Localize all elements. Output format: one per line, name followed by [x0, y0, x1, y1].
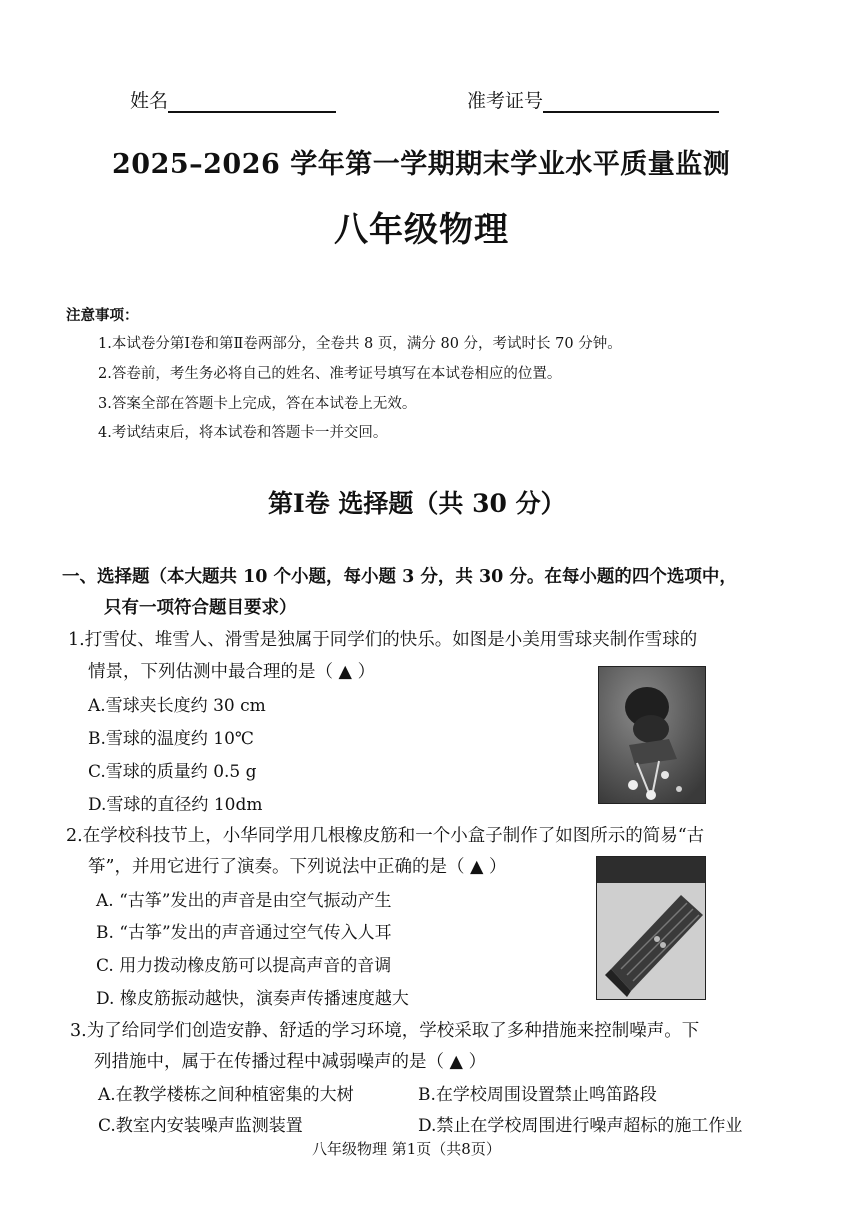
section-title: 第Ⅰ卷 选择题（共 30 分） [268, 489, 566, 518]
question-1-option-b: B.雪球的温度约 10℃ [88, 729, 254, 749]
question-2-option-c: C. 用力拨动橡皮筋可以提高声音的音调 [96, 956, 392, 976]
question-3-option-a: A.在教学楼栋之间种植密集的大树 [98, 1085, 354, 1105]
question-3-stem-cont: 列措施中，属于在传播过程中减弱噪声的是（ ▲ ） [94, 1052, 487, 1072]
subject-title: 八年级物理 [334, 210, 509, 250]
part-heading-cont: 只有一项符合题目要求） [104, 598, 297, 618]
question-3-option-b: B.在学校周围设置禁止鸣笛路段 [418, 1085, 657, 1105]
notice-item: 2.答卷前，考生务必将自己的姓名、准考证号填写在本试卷相应的位置。 [98, 366, 562, 382]
name-blank-line [168, 93, 336, 113]
question-2-stem: 2.在学校科技节上，小华同学用几根橡皮筋和一个小盒子制作了如图所示的简易“古 [66, 826, 705, 846]
question-2-option-a: A. “古筝”发出的声音是由空气振动产生 [96, 891, 392, 911]
exam-id-label: 准考证号 [467, 90, 544, 112]
question-1-option-a: A.雪球夹长度约 30 cm [88, 696, 266, 716]
question-3-option-c: C.教室内安装噪声监测装置 [98, 1116, 303, 1136]
name-label: 姓名 [130, 90, 169, 112]
question-2-option-b: B. “古筝”发出的声音通过空气传入人耳 [96, 923, 392, 943]
notice-item: 3.答案全部在答题卡上完成，答在本试卷上无效。 [98, 396, 417, 412]
exam-title: 2025–2026 学年第一学期期末学业水平质量监测 [112, 149, 731, 180]
question-1-option-c: C.雪球的质量约 0.5 g [88, 762, 257, 782]
question-2-stem-cont: 筝”，并用它进行了演奏。下列说法中正确的是（ ▲ ） [88, 857, 507, 877]
rubber-band-guzheng-photo [596, 856, 706, 1000]
notice-item: 4.考试结束后，将本试卷和答题卡一并交回。 [98, 425, 388, 441]
snowball-clip-photo [598, 666, 706, 804]
exam-id-field-group [467, 86, 719, 113]
notice-item: 1.本试卷分第Ⅰ卷和第Ⅱ卷两部分，全卷共 8 页，满分 80 分，考试时长 70 分钟。 [98, 336, 622, 352]
question-3-option-d: D.禁止在学校周围进行噪声超标的施工作业 [418, 1116, 743, 1136]
question-1-stem: 1.打雪仗、堆雪人、滑雪是独属于同学们的快乐。如图是小美用雪球夹制作雪球的 [68, 630, 698, 650]
exam-id-blank-line [543, 93, 719, 113]
notice-heading: 注意事项： [66, 307, 139, 324]
question-3-stem: 3.为了给同学们创造安静、舒适的学习环境，学校采取了多种措施来控制噪声。下 [70, 1021, 700, 1041]
question-1-stem-cont: 情景，下列估测中最合理的是（ ▲ ） [88, 662, 376, 682]
question-2-option-d: D. 橡皮筋振动越快，演奏声传播速度越大 [96, 989, 409, 1009]
part-heading: 一、选择题（本大题共 10 个小题，每小题 3 分，共 30 分。在每小题的四个选项中， [62, 567, 737, 587]
question-1-option-d: D.雪球的直径约 10dm [88, 795, 263, 815]
name-field-group [130, 86, 336, 113]
page-footer: 八年级物理 第1页（共8页） [312, 1140, 501, 1158]
